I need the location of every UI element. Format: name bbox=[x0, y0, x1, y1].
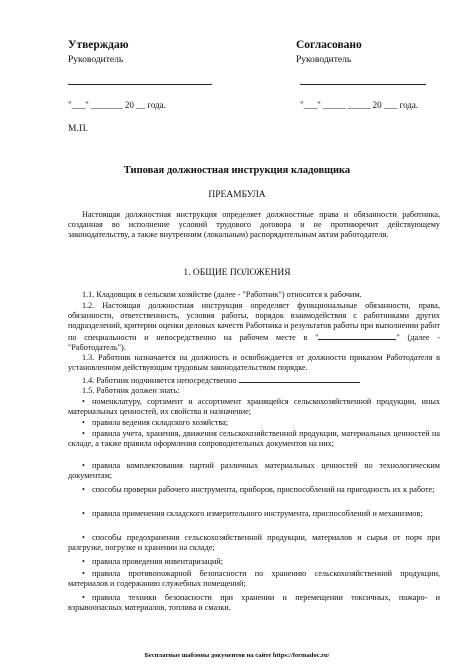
list-item: • правила применения складского измерительного инструмента, приспособлений и механизмов; bbox=[82, 509, 423, 518]
paragraph-1-4: 1.4. Работник подчиняется непосредственно . bbox=[82, 376, 361, 385]
list-item: • правила проведения инвентаризаций; bbox=[82, 557, 224, 566]
paragraph-1-5: 1.5. Работник должен знать: bbox=[82, 386, 180, 395]
list-item: • правила комплектования партий различных материальных ценностей по технологическим документам; bbox=[68, 461, 440, 481]
paragraph-1-2: 1.2. Настоящая должностная инструкция определяет функциональные обязанности, права, обязанности, ответственность, условия работы, порядок взаимодействия с работниками других подразделений, критерии оценки деловых качеств Работника и результатов работы при выполнении работ по специальности и непосредственно на рабочем месте в " " (далее - "Работодатель"). bbox=[68, 301, 440, 352]
approval-role: Руководитель bbox=[296, 55, 352, 65]
paragraph-1-1: 1.1. Кладовщик в сельском хозяйстве (далее - "Работник") относится к рабочим. bbox=[82, 290, 362, 299]
approval-title: Согласовано bbox=[296, 39, 362, 51]
list-item: • способы проверки рабочего инструмента, приборов, приспособлений на пригодность их к работе; bbox=[82, 485, 435, 494]
list-item: • способы предохранения сельскохозяйственной продукции, материалов и сырья от порч при разгрузке, погрузке и хранении на складе; bbox=[68, 533, 440, 553]
section-heading: 1. ОБЩИЕ ПОЛОЖЕНИЯ bbox=[183, 268, 291, 278]
approval-date-left: "___" _______ 20 __ года. bbox=[68, 100, 166, 110]
approval-block-right bbox=[296, 38, 446, 66]
signature-line-right bbox=[300, 84, 426, 85]
approval-block-left bbox=[68, 38, 218, 66]
approval-date-right: "___" _____ _____ 20 ___ года. bbox=[300, 100, 419, 110]
list-item: • правила учета, хранения, движения сельскохозяйственной продукции, материальных ценностей на складе, а также правила оформления сопроводительных документов на них; bbox=[68, 429, 440, 449]
preamble-text: Настоящая должностная инструкция определяет должностные права и обязанности работника, созданная во исполнение условий трудового договора и не противоречит действующему законодательству, а также внутренним (локальным) распорядительным актам работодателя. bbox=[68, 210, 440, 240]
list-item: • правила техники безопасности при хранении и перемещении токсичных, пожаро- и взрывоопасных материалов, топлива и смазки. bbox=[68, 593, 440, 613]
preamble-heading: ПРЕАМБУЛА bbox=[208, 190, 266, 200]
signature-line-left bbox=[68, 84, 212, 85]
paragraph-1-3: 1.3. Работник назначается на должность и освобождается от должности приказом Работодателя в установленном действующим трудовым законодательством порядке. bbox=[68, 353, 440, 373]
footer-note: Бесплатные шаблоны документов на сайте https://formadoc.ru/ bbox=[144, 652, 330, 659]
approval-role: Руководитель bbox=[68, 55, 124, 65]
list-item: • правила ведения складского хозяйства; bbox=[82, 418, 229, 427]
list-item: • номенклатуру, сортамент и ассортимент хранящейся сельскохозяйственной продукции, иных материальных ценностей, их свойства и назначение; bbox=[68, 397, 440, 417]
document-title: Типовая должностная инструкция кладовщика bbox=[123, 165, 351, 176]
approval-title: Утверждаю bbox=[68, 39, 129, 51]
stamp-placeholder: М.П. bbox=[68, 124, 89, 134]
list-item: • правила противопожарной безопасности по хранению сельскохозяйственной продукции, материалов и содержанию служебных помещений; bbox=[68, 569, 440, 589]
